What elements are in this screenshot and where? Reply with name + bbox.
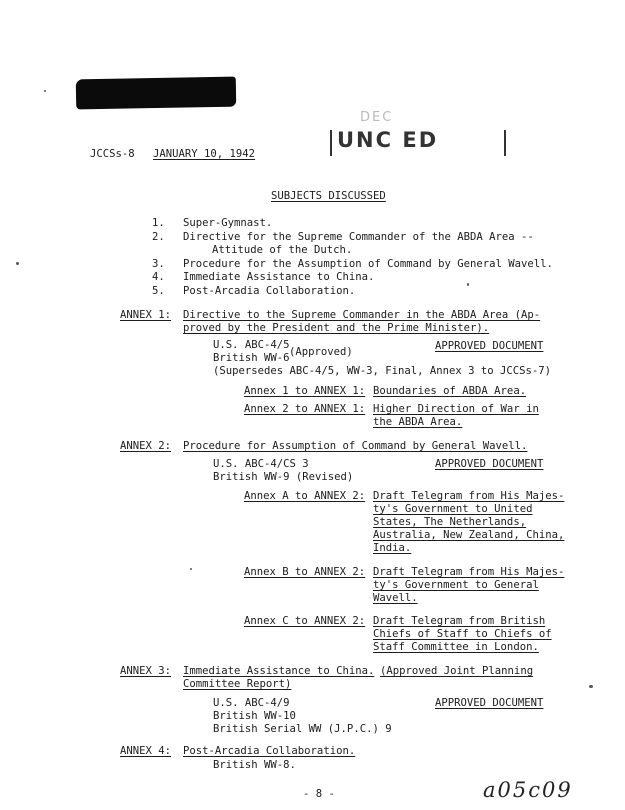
annex-1-sub-label: Annex 2 to ANNEX 1:	[244, 403, 366, 415]
annex-2-ref-british: British WW-9 (Revised)	[213, 471, 354, 483]
annex-1-title: Directive to the Supreme Commander in the ABDA Area (Ap-	[183, 309, 541, 321]
annex-3-title-note: (Approved Joint Planning	[380, 665, 534, 677]
annex-1-ref-british: British WW-6	[213, 352, 290, 364]
annex-4-ref-british: British WW-8.	[213, 759, 296, 771]
redaction-bar	[76, 77, 236, 110]
annex-3-title: Committee Report)	[183, 678, 292, 690]
annex-1-title: proved by the President and the Prime Minister).	[183, 322, 490, 334]
annex-3-approved-document: APPROVED DOCUMENT	[435, 697, 544, 709]
scan-speck	[589, 685, 593, 688]
subject-number: 5.	[152, 285, 165, 297]
annex-4-title: Post-Arcadia Collaboration.	[183, 745, 356, 757]
scan-speck	[467, 283, 469, 286]
annex-1-sub-title: Higher Direction of War in	[373, 403, 539, 415]
annex-4-label: ANNEX 4:	[120, 745, 172, 757]
annex-2-sub-title: Draft Telegram from British	[373, 615, 546, 627]
annex-3-ref-serial: British Serial WW (J.P.C.) 9	[213, 723, 392, 735]
stamp-faint-text: DEC	[360, 110, 394, 125]
annex-2-sub-label: Annex C to ANNEX 2:	[244, 615, 366, 627]
annex-1-supersedes: (Supersedes ABC-4/5, WW-3, Final, Annex 3 to JCCSs-7)	[213, 365, 552, 377]
annex-2-sub-label: Annex A to ANNEX 2:	[244, 490, 366, 502]
annex-1-sub-title: the ABDA Area.	[373, 416, 463, 428]
subject-text: Directive for the Supreme Commander of the ABDA Area --	[183, 231, 534, 243]
annex-1-sub-title: Boundaries of ABDA Area.	[373, 385, 527, 397]
annex-1-label: ANNEX 1:	[120, 309, 172, 321]
subject-number: 3.	[152, 258, 165, 270]
annex-2-sub-title: India.	[373, 542, 412, 554]
declassified-stamp: UNC ED	[337, 128, 439, 152]
annex-1-approved: (Approved)	[289, 346, 353, 358]
annex-2-sub-title: States, The Netherlands,	[373, 516, 527, 528]
annex-3-ref-british: British WW-10	[213, 710, 296, 722]
annex-2-approved-document: APPROVED DOCUMENT	[435, 458, 544, 470]
document-date: JANUARY 10, 1942	[153, 148, 256, 160]
subjects-heading: SUBJECTS DISCUSSED	[271, 190, 386, 202]
annex-1-ref-us: U.S. ABC-4/5	[213, 339, 290, 351]
scan-speck	[190, 568, 192, 570]
subject-text: Immediate Assistance to China.	[183, 271, 375, 283]
subject-text: Post-Arcadia Collaboration.	[183, 285, 356, 297]
annex-2-sub-label: Annex B to ANNEX 2:	[244, 566, 366, 578]
annex-2-sub-title: Australia, New Zealand, China,	[373, 529, 565, 541]
page-number: - 8 -	[303, 788, 335, 800]
annex-2-sub-title: ty's Government to United	[373, 503, 533, 515]
subject-text: Attitude of the Dutch.	[212, 244, 353, 256]
annex-2-ref-us: U.S. ABC-4/CS 3	[213, 458, 309, 470]
subject-text: Procedure for the Assumption of Command by General Wavell.	[183, 258, 553, 270]
annex-2-sub-title: Chiefs of Staff to Chiefs of	[373, 628, 552, 640]
scan-speck	[16, 262, 19, 265]
annex-2-sub-title: Wavell.	[373, 592, 418, 604]
annex-2-sub-title: Draft Telegram from His Majes-	[373, 490, 565, 502]
annex-1-sub-label: Annex 1 to ANNEX 1:	[244, 385, 366, 397]
annex-3-ref-us: U.S. ABC-4/9	[213, 697, 290, 709]
annex-2-sub-title: Draft Telegram from His Majes-	[373, 566, 565, 578]
handwritten-reference: a05c09	[483, 778, 573, 802]
annex-1-approved-document: APPROVED DOCUMENT	[435, 340, 544, 352]
annex-2-sub-title: ty's Government to General	[373, 579, 539, 591]
annex-2-sub-title: Staff Committee in London.	[373, 641, 539, 653]
annex-2-title: Procedure for Assumption of Command by General Wavell.	[183, 440, 528, 452]
subject-number: 2.	[152, 231, 165, 243]
subject-number: 1.	[152, 217, 165, 229]
scan-speck	[44, 90, 46, 92]
subject-number: 4.	[152, 271, 165, 283]
subject-text: Super-Gymnast.	[183, 217, 273, 229]
annex-3-label: ANNEX 3:	[120, 665, 172, 677]
annex-2-label: ANNEX 2:	[120, 440, 172, 452]
document-id: JCCSs-8	[90, 148, 135, 160]
annex-3-title: Immediate Assistance to China.	[183, 665, 375, 677]
